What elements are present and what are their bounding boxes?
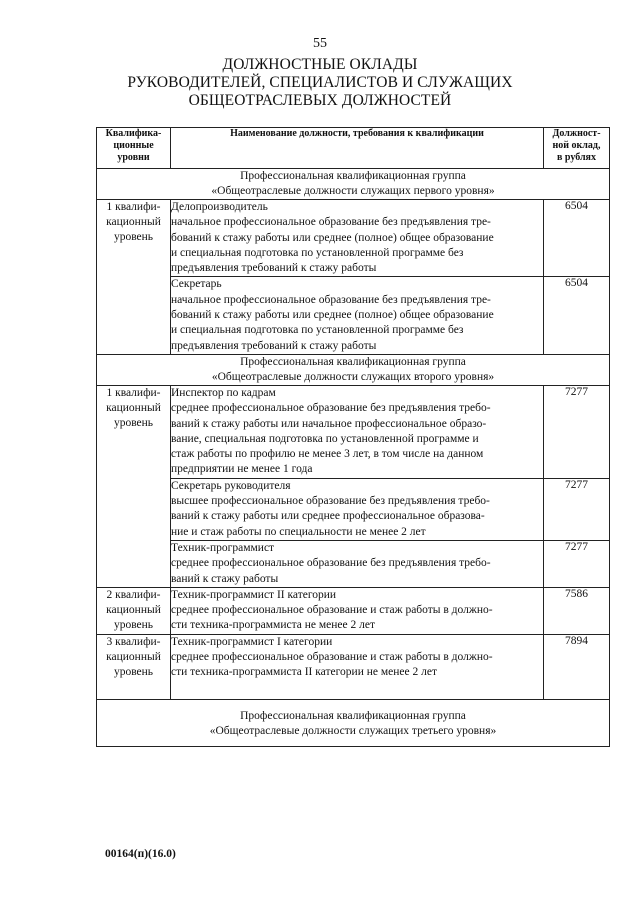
column-header-position: Наименование должности, требования к квалификации <box>171 128 544 169</box>
position-name: Делопроизводитель <box>171 201 268 213</box>
qualification-level: 2 квалифи- кационный уровень <box>97 587 171 634</box>
qualification-level: 3 квалифи- кационный уровень <box>97 634 171 699</box>
position-name: Техник-программист <box>171 541 275 554</box>
position-name: Инспектор по кадрам <box>171 386 276 399</box>
position-description: Техник-программист II категории среднее профессиональное образование и стаж работы в должно- сти техника-программиста не менее 2 лет <box>171 587 544 634</box>
position-name: Секретарь руководителя <box>171 479 291 492</box>
salary-value: 7277 <box>544 540 610 587</box>
table-row <box>97 587 610 634</box>
document-code: 00164(п)(16.0) <box>105 848 176 860</box>
salary-value: 7277 <box>544 385 610 478</box>
position-name: Секретарь <box>171 278 222 291</box>
position-description: Техник-программист среднее профессиональное образование без предъявления требо- ваний к стажу работы <box>171 540 544 587</box>
group-title: Профессиональная квалификационная группа «Общеотраслевые должности служащих второго уровня» <box>97 354 610 385</box>
group-title: Профессиональная квалификационная группа «Общеотраслевые должности служащих первого уровня» <box>97 169 610 200</box>
table-header-row <box>97 128 610 169</box>
position-name: Техник-программист II категории <box>171 588 337 601</box>
table-row <box>97 385 610 478</box>
column-header-salary: Должност- ной оклад, в рублях <box>544 128 610 169</box>
title-line: ОБЩЕОТРАСЛЕВЫХ ДОЛЖНОСТЕЙ <box>188 92 452 109</box>
position-name: Техник-программист I категории <box>171 635 333 648</box>
position-description: Техник-программист I категории среднее профессиональное образование и стаж работы в должно- сти техника-программиста II категории не менее 2 лет <box>171 634 544 699</box>
group-title: Профессиональная квалификационная группа «Общеотраслевые должности служащих третьего уровня» <box>97 699 610 746</box>
salary-value: 7277 <box>544 478 610 540</box>
title-line: ДОЛЖНОСТНЫЕ ОКЛАДЫ <box>222 56 418 73</box>
salary-table <box>96 127 610 747</box>
table-row <box>97 277 610 354</box>
group-row <box>97 354 610 385</box>
group-row <box>97 699 610 746</box>
table-row <box>97 478 610 540</box>
salary-value: 7586 <box>544 587 610 634</box>
title-line: РУКОВОДИТЕЛЕЙ, СПЕЦИАЛИСТОВ И СЛУЖАЩИХ <box>127 74 513 91</box>
table-row <box>97 540 610 587</box>
position-description: Секретарь начальное профессиональное образование без предъявления тре- бований к стажу работы или среднее (полное) общее образование и специальная подготовка по установленной программе без предъявления требований к стажу работы <box>171 277 544 354</box>
position-description: Секретарь руководителя высшее профессиональное образование без предъявления требо- ваний к стажу работы или среднее профессиональное образова- ние и стаж работы по специальности не менее 2 лет <box>171 478 544 540</box>
qualification-level: 1 квалифи- кационный уровень <box>97 200 171 355</box>
page-number: 55 <box>313 36 327 51</box>
group-row <box>97 169 610 200</box>
column-header-level: Квалифика- ционные уровни <box>97 128 171 169</box>
position-description: Инспектор по кадрам среднее профессиональное образование без предъявления требо- ваний к стажу работы или начальное профессиональное образо- вание, специальная подготовка по установленной программе и стаж работы по профилю не менее 3 лет, в том числе на данном предприятии не менее 1 года <box>171 385 544 478</box>
salary-value: 7894 <box>544 634 610 699</box>
salary-value: 6504 <box>544 277 610 354</box>
table-row <box>97 200 610 277</box>
position-description: Делопроизводитель начальное профессиональное образование без предъявления тре- бований к стажу работы или среднее (полное) общее образование и специальная подготовка по установленной программе без предъявления требований к стажу работы <box>171 200 544 277</box>
document-title <box>0 56 640 110</box>
qualification-level: 1 квалифи- кационный уровень <box>97 385 171 587</box>
table-row <box>97 634 610 699</box>
salary-value: 6504 <box>544 200 610 277</box>
